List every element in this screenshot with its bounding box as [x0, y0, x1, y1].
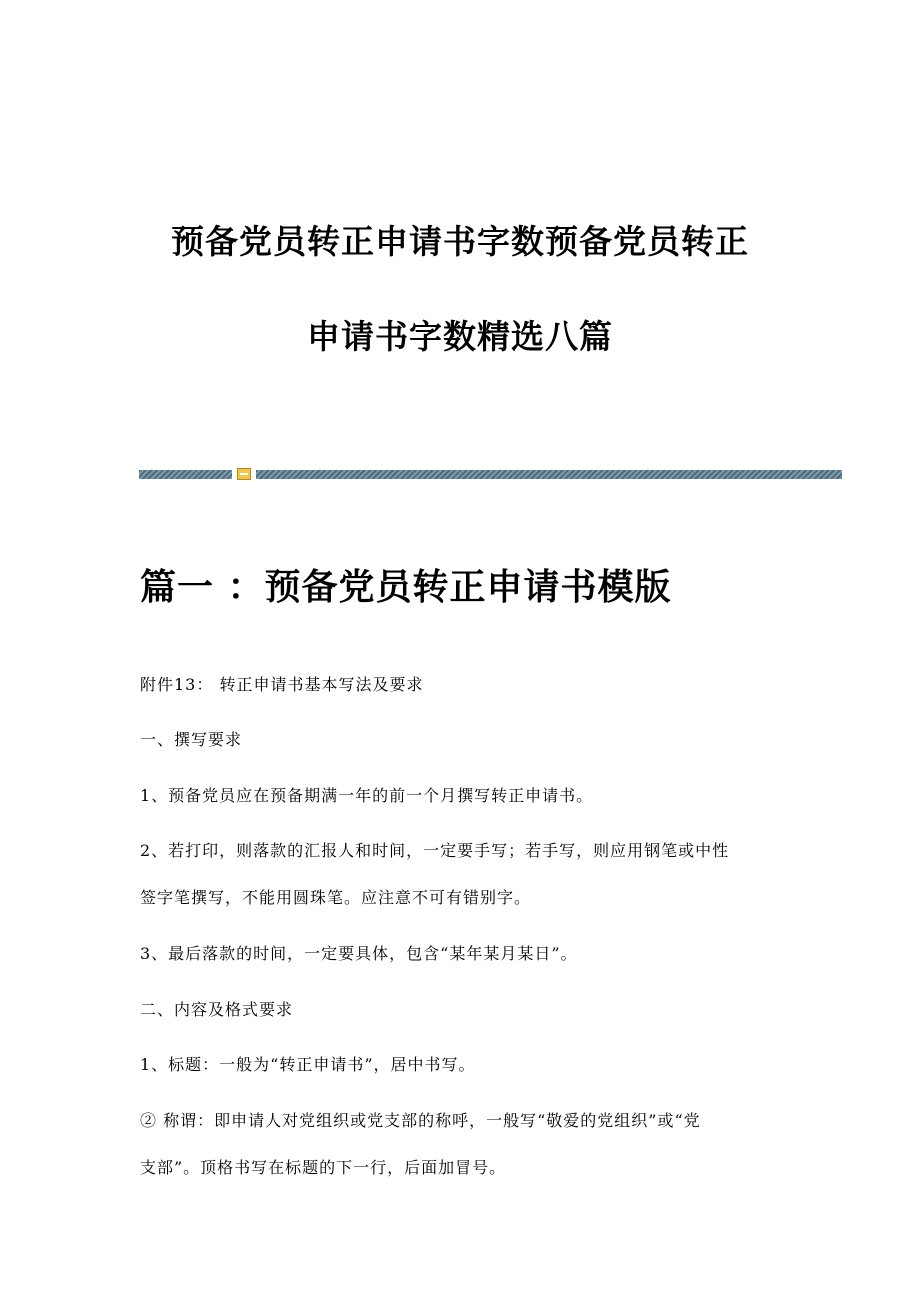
paragraph-item-2-cont: 签字笔撰写，不能用圆珠笔。应注意不可有错别字。 [140, 888, 532, 907]
paragraph-title-rule: 1、标题：一般为“转正申请书”，居中书写。 [140, 1055, 476, 1074]
divider-bar-left [139, 470, 232, 479]
divider-bar-right [256, 470, 842, 479]
paragraph-salutation-rule-cont: 支部”。顶格书写在标题的下一行，后面加冒号。 [140, 1158, 507, 1177]
paragraph-attachment: 附件13： 转正申请书基本写法及要求 [140, 675, 424, 694]
paragraph-item-2: 2、若打印，则落款的汇报人和时间，一定要手写；若手写，则应用钢笔或中性 [140, 841, 730, 860]
paragraph-item-1: 1、预备党员应在预备期满一年的前一个月撰写转正申请书。 [140, 786, 594, 805]
decorative-divider [139, 470, 842, 479]
paragraph-item-3: 3、最后落款的时间，一定要具体，包含“某年某月某日”。 [140, 944, 578, 963]
document-title-line-2: 申请书字数精选八篇 [307, 317, 613, 356]
ornament-icon [237, 468, 251, 480]
section-heading: 篇一 ：预备党员转正申请书模版 [140, 567, 672, 608]
paragraph-content-format: 二、内容及格式要求 [140, 1000, 294, 1019]
document-title-line-1: 预备党员转正申请书字数预备党员转正 [171, 222, 749, 261]
paragraph-writing-requirements: 一、撰写要求 [140, 730, 243, 749]
paragraph-salutation-rule: ② 称谓：即申请人对党组织或党支部的称呼，一般写“敬爱的党组织”或“党 [140, 1111, 701, 1130]
